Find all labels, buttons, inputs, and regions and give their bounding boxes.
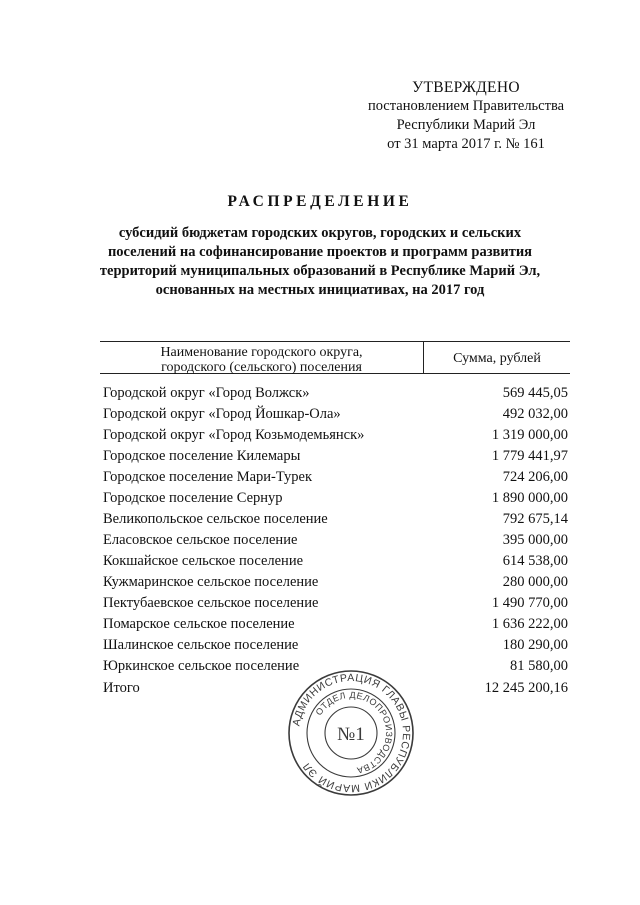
row-name: Шалинское сельское поселение bbox=[103, 637, 299, 653]
table-row bbox=[103, 593, 568, 614]
table-row bbox=[103, 572, 568, 593]
table-header bbox=[100, 341, 570, 374]
table-row bbox=[103, 530, 568, 551]
table-row bbox=[103, 509, 568, 530]
subtitle-line-1: субсидий бюджетам городских округов, городских и сельских bbox=[118, 225, 522, 241]
round-stamp-seal bbox=[286, 668, 416, 798]
stamp-inner-text: ОТДЕЛ ДЕЛОПРОИЗВОДСТВА bbox=[313, 689, 395, 776]
approval-heading: УТВЕРЖДЕНО bbox=[412, 79, 520, 96]
row-name: Пектубаевское сельское поселение bbox=[103, 595, 319, 611]
document-subtitle bbox=[60, 224, 580, 300]
row-name: Городской округ «Город Волжск» bbox=[103, 385, 310, 401]
row-sum: 180 290,00 bbox=[502, 637, 568, 653]
table-row bbox=[103, 425, 568, 446]
total-sum: 12 245 200,16 bbox=[484, 680, 568, 696]
row-sum: 81 580,00 bbox=[510, 658, 568, 674]
row-sum: 1 890 000,00 bbox=[491, 490, 568, 506]
row-name: Городское поселение Сернур bbox=[103, 490, 283, 506]
header-name-line-1: Наименование городского округа, bbox=[160, 345, 363, 360]
row-sum: 614 538,00 bbox=[502, 553, 568, 569]
table-body bbox=[103, 383, 568, 677]
table-row bbox=[103, 551, 568, 572]
total-label: Итого bbox=[103, 680, 140, 696]
row-name: Великопольское сельское поселение bbox=[103, 511, 328, 527]
row-sum: 569 445,05 bbox=[502, 385, 568, 401]
row-sum: 792 675,14 bbox=[502, 511, 568, 527]
stamp-outer-text: АДМИНИСТРАЦИЯ ГЛАВЫ РЕСПУБЛИКИ МАРИЙ ЭЛ bbox=[290, 671, 413, 795]
row-sum: 1 636 222,00 bbox=[491, 616, 568, 632]
subtitle-line-4: основанных на местных инициативах, на 2017 год bbox=[155, 282, 485, 298]
row-name: Городское поселение Мари-Турек bbox=[103, 469, 313, 485]
row-name: Городской округ «Город Козьмодемьянск» bbox=[103, 427, 365, 443]
approval-line-3: Республики Марий Эл bbox=[396, 117, 536, 133]
row-sum: 1 490 770,00 bbox=[491, 595, 568, 611]
row-sum: 395 000,00 bbox=[502, 532, 568, 548]
row-sum: 492 032,00 bbox=[502, 406, 568, 422]
row-sum: 280 000,00 bbox=[502, 574, 568, 590]
row-name: Юркинское сельское поселение bbox=[103, 658, 300, 674]
row-name: Еласовское сельское поселение bbox=[103, 532, 298, 548]
row-sum: 1 319 000,00 bbox=[491, 427, 568, 443]
row-name: Городской округ «Город Йошкар-Ола» bbox=[103, 406, 341, 422]
table-row bbox=[103, 488, 568, 509]
row-name: Кужмаринское сельское поселение bbox=[103, 574, 319, 590]
approval-line-2: постановлением Правительства bbox=[367, 98, 565, 114]
row-name: Кокшайское сельское поселение bbox=[103, 553, 304, 569]
table-row bbox=[103, 467, 568, 488]
subtitle-line-2: поселений на софинансирование проектов и программ развития bbox=[107, 244, 533, 260]
header-name-column bbox=[100, 345, 423, 375]
row-name: Городское поселение Килемары bbox=[103, 448, 301, 464]
table-row bbox=[103, 383, 568, 404]
row-name: Помарское сельское поселение bbox=[103, 616, 295, 632]
stamp-number: №1 bbox=[337, 724, 365, 745]
header-name-line-2: городского (сельского) поселения bbox=[161, 360, 362, 375]
header-sum-column: Сумма, рублей bbox=[453, 351, 541, 366]
subtitle-line-3: территорий муниципальных образований в Республике Марий Эл, bbox=[99, 263, 541, 279]
table-row bbox=[103, 404, 568, 425]
approval-date-line: от 31 марта 2017 г. № 161 bbox=[387, 136, 545, 152]
approval-block bbox=[346, 78, 586, 154]
table-row bbox=[103, 635, 568, 656]
table-row bbox=[103, 614, 568, 635]
row-sum: 724 206,00 bbox=[502, 469, 568, 485]
document-title: РАСПРЕДЕЛЕНИЕ bbox=[227, 193, 413, 210]
row-sum: 1 779 441,97 bbox=[491, 448, 568, 464]
table-row bbox=[103, 446, 568, 467]
